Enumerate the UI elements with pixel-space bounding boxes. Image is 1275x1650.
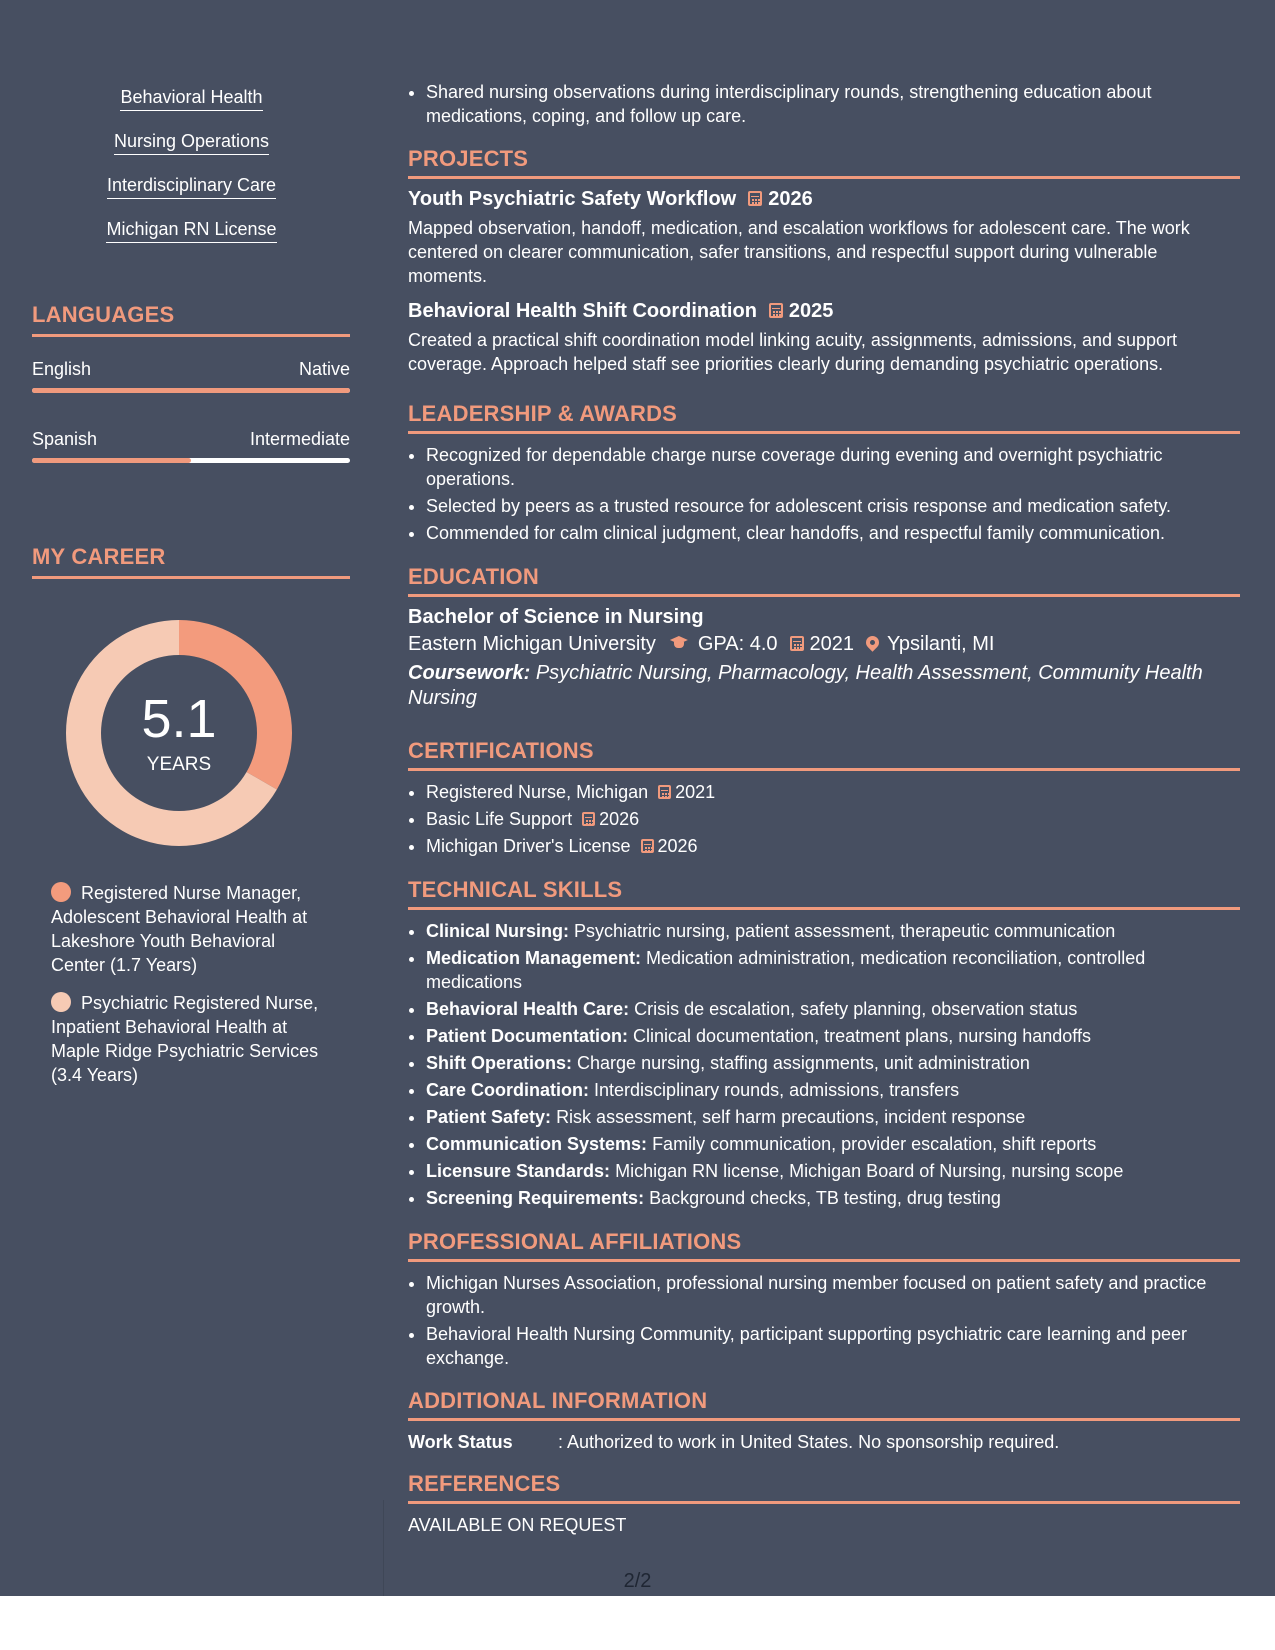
list-item — [426, 834, 1240, 858]
work-status-value: : Authorized to work in United States. No sponsorship required. — [558, 1432, 1060, 1452]
graduation-year: 2021 — [809, 633, 855, 655]
calendar-icon — [790, 636, 804, 651]
skill-label: Shift Operations: — [426, 1053, 573, 1073]
leadership-section — [408, 401, 1240, 548]
list-item: • Behavioral Health Nursing Community, participant supporting psychiatric care learning and peer exchange. — [426, 1322, 1240, 1370]
list-item — [426, 1051, 1240, 1075]
project-item — [408, 188, 1240, 288]
certification-year: 2026 — [599, 809, 640, 829]
list-item — [426, 997, 1240, 1021]
location-pin-icon — [863, 633, 881, 651]
skill-label: Medication Management: — [426, 948, 642, 968]
projects-section — [408, 146, 1240, 376]
education-section — [408, 564, 1240, 711]
calendar-icon — [582, 812, 595, 826]
list-item: • Michigan Nurses Association, professional nursing member focused on patient safety and practice growth. — [426, 1271, 1240, 1319]
skill-label: Care Coordination: — [426, 1080, 590, 1100]
skill-text: Family communication, provider escalation, shift reports — [652, 1134, 1097, 1154]
language-spanish — [32, 429, 350, 463]
career-item-text: Registered Nurse Manager, Adolescent Behavioral Health at Lakeshore Youth Behavioral Center (1.7 Years) — [51, 883, 308, 975]
certification-name: Basic Life Support — [426, 809, 573, 829]
list-item — [426, 1024, 1240, 1048]
skill-text: Interdisciplinary rounds, admissions, transfers — [594, 1080, 960, 1100]
certification-name: Michigan Driver's License — [426, 836, 631, 856]
degree-title: Bachelor of Science in Nursing — [408, 606, 704, 628]
career-heading: MY CAREER — [32, 544, 350, 579]
project-title: Behavioral Health Shift Coordination — [408, 300, 757, 322]
coursework — [408, 661, 1240, 711]
calendar-icon — [641, 839, 654, 853]
career-donut-center — [66, 620, 292, 846]
section-heading: CERTIFICATIONS — [408, 738, 1240, 771]
skill-text: Psychiatric nursing, patient assessment, therapeutic communication — [574, 921, 1116, 941]
additional-information-section — [408, 1388, 1240, 1454]
calendar-icon — [769, 303, 783, 318]
list-item — [426, 946, 1240, 994]
skill-tag: Behavioral Health — [120, 86, 262, 111]
skill-label: Patient Safety: — [426, 1107, 552, 1127]
graduation-cap-icon — [668, 636, 690, 650]
project-year: 2025 — [788, 300, 834, 322]
skill-label: Screening Requirements: — [426, 1188, 645, 1208]
section-heading: PROFESSIONAL AFFILIATIONS — [408, 1229, 1240, 1262]
list-item — [426, 780, 1240, 804]
technical-skills-section — [408, 877, 1240, 1213]
project-year: 2026 — [768, 188, 813, 210]
section-heading: REFERENCES — [408, 1471, 1240, 1504]
language-level: Intermediate — [249, 429, 350, 449]
references-text: AVAILABLE ON REQUEST — [408, 1515, 627, 1535]
skill-text: Medication administration, medication reconciliation, controlled medications — [426, 948, 1146, 992]
project-description: Mapped observation, handoff, medication, and escalation workflows for adolescent care. The work centered on clearer communication, safer transitions, and respectful support during vulnerable moments. — [408, 218, 1190, 286]
section-heading: PROJECTS — [408, 146, 1240, 179]
list-item — [426, 1105, 1240, 1129]
skill-text: Michigan RN license, Michigan Board of Nursing, nursing scope — [615, 1161, 1124, 1181]
skill-tag: Interdisciplinary Care — [107, 174, 276, 199]
skill-tag: Michigan RN License — [106, 218, 276, 243]
list-item: • Shared nursing observations during interdisciplinary rounds, strengthening education about medications, coping, and follow up care. — [426, 80, 1240, 128]
skill-text: Background checks, TB testing, drug testing — [649, 1188, 1001, 1208]
skill-label: Patient Documentation: — [426, 1026, 629, 1046]
list-item — [426, 1186, 1240, 1210]
language-bar-fill — [32, 458, 191, 463]
certification-name: Registered Nurse, Michigan — [426, 782, 649, 802]
career-total-unit: YEARS — [146, 754, 212, 775]
section-heading: EDUCATION — [408, 564, 1240, 597]
affiliations-section — [408, 1229, 1240, 1373]
languages-heading: LANGUAGES — [32, 302, 350, 337]
language-english — [32, 359, 350, 393]
list-item — [426, 1159, 1240, 1183]
career-item-text: Psychiatric Registered Nurse, Inpatient Behavioral Health at Maple Ridge Psychiatric Services (3.4 Years) — [51, 993, 319, 1085]
career-item — [51, 881, 331, 977]
skill-text: Crisis de escalation, safety planning, observation status — [634, 999, 1078, 1019]
references-section — [408, 1471, 1240, 1537]
school-name: Eastern Michigan University — [408, 633, 656, 655]
career-total-years: 5.1 — [141, 689, 217, 749]
sidebar — [0, 0, 383, 1596]
list-item — [426, 919, 1240, 943]
section-heading: ADDITIONAL INFORMATION — [408, 1388, 1240, 1421]
work-status-row — [408, 1430, 1240, 1454]
coursework-list: Psychiatric Nursing, Pharmacology, Health Assessment, Community Health Nursing — [408, 662, 1203, 709]
calendar-icon — [748, 191, 762, 206]
section-heading: TECHNICAL SKILLS — [408, 877, 1240, 910]
language-level: Native — [298, 359, 350, 379]
project-item — [408, 300, 1240, 376]
skill-tags — [0, 86, 383, 262]
education-details — [408, 633, 1240, 656]
list-item — [426, 1132, 1240, 1156]
career-item — [51, 991, 331, 1087]
calendar-icon — [658, 785, 671, 799]
certifications-section — [408, 738, 1240, 861]
coursework-label: Coursework: — [408, 662, 531, 684]
project-description: Created a practical shift coordination model linking acuity, assignments, admissions, and support coverage. Approach helped staff see priorities clearly during demanding psychiatric operations. — [408, 330, 1178, 374]
skill-label: Clinical Nursing: — [426, 921, 570, 941]
section-heading: LEADERSHIP & AWARDS — [408, 401, 1240, 434]
career-legend-dot — [51, 992, 71, 1012]
list-item: • Commended for calm clinical judgment, clear handoffs, and respectful family communication. — [426, 521, 1240, 545]
gpa: GPA: 4.0 — [697, 633, 778, 655]
skill-label: Behavioral Health Care: — [426, 999, 630, 1019]
skill-tag: Nursing Operations — [114, 130, 269, 155]
school-location: Ypsilanti, MI — [887, 633, 995, 655]
list-item: • Selected by peers as a trusted resource for adolescent crisis response and medication safety. — [426, 494, 1240, 518]
certification-year: 2021 — [675, 782, 716, 802]
skill-text: Risk assessment, self harm precautions, incident response — [556, 1107, 1026, 1127]
experience-continued — [408, 80, 1240, 131]
skill-text: Charge nursing, staffing assignments, unit administration — [577, 1053, 1030, 1073]
language-bar — [32, 388, 350, 393]
language-bar-fill — [32, 388, 350, 393]
language-name: English — [32, 359, 92, 379]
work-status-label: Work Status — [408, 1432, 513, 1452]
certification-year: 2026 — [657, 836, 698, 856]
skill-label: Communication Systems: — [426, 1134, 648, 1154]
project-title: Youth Psychiatric Safety Workflow — [408, 188, 737, 210]
language-name: Spanish — [32, 429, 98, 449]
list-item — [426, 807, 1240, 831]
language-bar — [32, 458, 350, 463]
list-item — [426, 1078, 1240, 1102]
list-item: • Recognized for dependable charge nurse coverage during evening and overnight psychiatric operations. — [426, 443, 1240, 491]
skill-label: Licensure Standards: — [426, 1161, 611, 1181]
skill-text: Clinical documentation, treatment plans, nursing handoffs — [633, 1026, 1091, 1046]
career-legend-dot — [51, 882, 71, 902]
page-number: 2/2 — [623, 1570, 652, 1592]
